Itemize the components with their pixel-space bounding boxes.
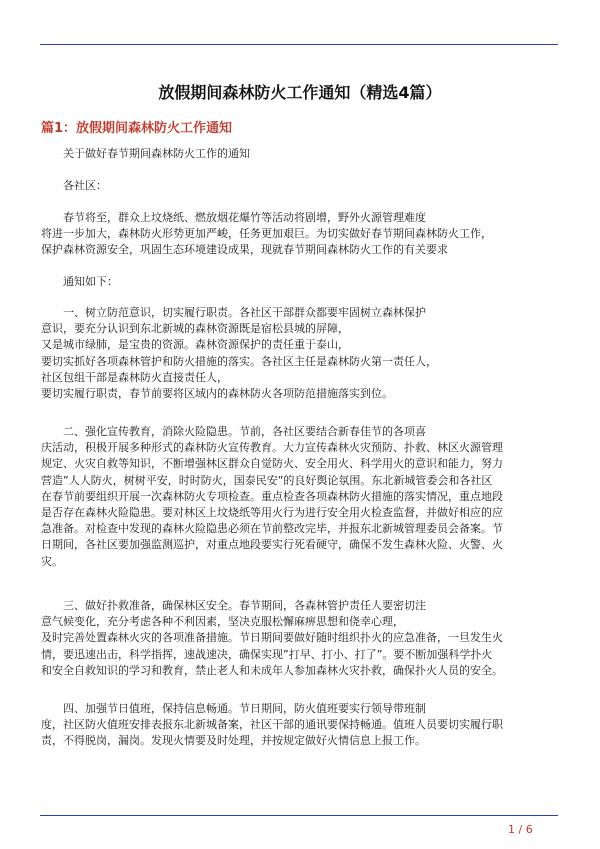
text-line: 规定、火灾自救等知识，不断增强林区群众自觉防火、安全用火、科学用火的意识和能力，努力	[41, 457, 503, 471]
paragraph-section-4	[41, 701, 561, 750]
text-line: 灾。	[41, 554, 63, 568]
text-line: 及时完善处置森林火灾的各项准备措施。节日期间要做好随时组织扑火的应急准备，一旦发生火	[41, 631, 503, 645]
text-line: 通知如下：	[41, 275, 118, 288]
text-line: 庆活动，积极开展多种形式的森林防火宣传教育。大力宣传森林火灾预防、扑救、林区火源管理	[41, 441, 503, 455]
document-title: 放假期间森林防火工作通知（精选4篇）	[158, 83, 442, 102]
text-line: 关于做好春节期间森林防火工作的通知	[41, 147, 250, 160]
header-rule	[40, 44, 558, 45]
text-line: 各社区：	[41, 179, 107, 192]
text-line: 保护森林资源安全，巩固生态环境建设成果，现就春节期间森林防火工作的有关要求	[41, 243, 448, 257]
notice-heading	[41, 146, 561, 162]
text-line: 是否存在森林火险隐患。要对林区上坟烧纸等用火行为进行安全用火检查监督，并做好相应的应	[41, 506, 503, 520]
footer-rule	[40, 815, 558, 816]
paragraph-intro	[41, 210, 561, 259]
text-line: 意识，要充分认识到东北新城的森林资源既是宿松县城的屏障，	[41, 322, 349, 336]
text-line: 度，社区防火值班安排表报东北新城备案，社区干部的通讯要保持畅通。值班人员要切实履行职	[41, 718, 503, 732]
text-line: 社区包组干部是森林防火直接责任人，	[41, 370, 228, 384]
text-line: 又是城市绿肺，是宝贵的资源。森林资源保护的责任重于泰山，	[41, 338, 349, 352]
text-line: 要切实抓好各项森林管护和防火措施的落实。各社区主任是森林防火第一责任人，	[41, 354, 437, 368]
text-line: 春节将至，群众上坟烧纸、燃放烟花爆竹等活动将剧增，野外火源管理难度	[41, 211, 426, 224]
text-line: 三、做好扑救准备，确保林区安全。春节期间，各森林管护责任人要密切注	[41, 599, 426, 612]
text-line: 日期间，各社区要加强监测巡护，对重点地段要实行死看硬守，确保不发生森林火险、火警、火	[41, 538, 503, 552]
text-line: 在春节前要组织开展一次森林防火专项检查。重点检查各项森林防火措施的落实情况，重点地段	[41, 489, 503, 503]
text-line: 意气候变化，充分考虑各种不利因素，坚决克服松懈麻痹思想和侥幸心理，	[41, 615, 404, 629]
text-line: 要切实履行职责，春节前要将区域内的森林防火各项防范措施落实到位。	[41, 387, 393, 401]
text-line: 一、树立防范意识，切实履行职责。各社区干部群众都要牢固树立森林保护	[41, 306, 426, 319]
text-line: 二、强化宣传教育，消除火险隐患。节前，各社区要结合新春佳节的各项喜	[41, 425, 426, 438]
text-line: 责，不得脱岗，漏岗。发现火情要及时处理，并按规定做好火情信息上报工作。	[41, 734, 426, 748]
paragraph-section-1	[41, 305, 561, 402]
salutation	[41, 178, 561, 194]
text-line: 四、加强节日值班，保持信息畅通。节日期间，防火值班要实行领导带班制	[41, 702, 426, 715]
text-line: 营造”人人防火，树树平安，时时防火，国泰民安”的良好舆论氛围。东北新城管委会和各社区	[41, 473, 493, 487]
notice-follows	[41, 274, 561, 290]
text-line: 将进一步加大，森林防火形势更加严峻，任务更加艰巨。为切实做好春节期间森林防火工作，	[41, 227, 492, 241]
text-line: 情，要迅速出击，科学指挥，速战速决，确保实现”打早、打小、打了”。要不断加强科学扑火	[41, 647, 493, 661]
paragraph-section-2	[41, 424, 561, 570]
text-line: 急准备。对检查中发现的森林火险隐患必须在节前整改完毕，并报东北新城管理委员会备案。节	[41, 522, 503, 536]
section-title: 篇1：放假期间森林防火工作通知	[41, 121, 233, 136]
page-number: 1 / 6	[508, 823, 533, 836]
text-line: 和安全自救知识的学习和教育，禁止老人和未成年人参加森林火灾扑救，确保扑火人员的安全。	[41, 663, 503, 677]
paragraph-section-3	[41, 598, 561, 679]
